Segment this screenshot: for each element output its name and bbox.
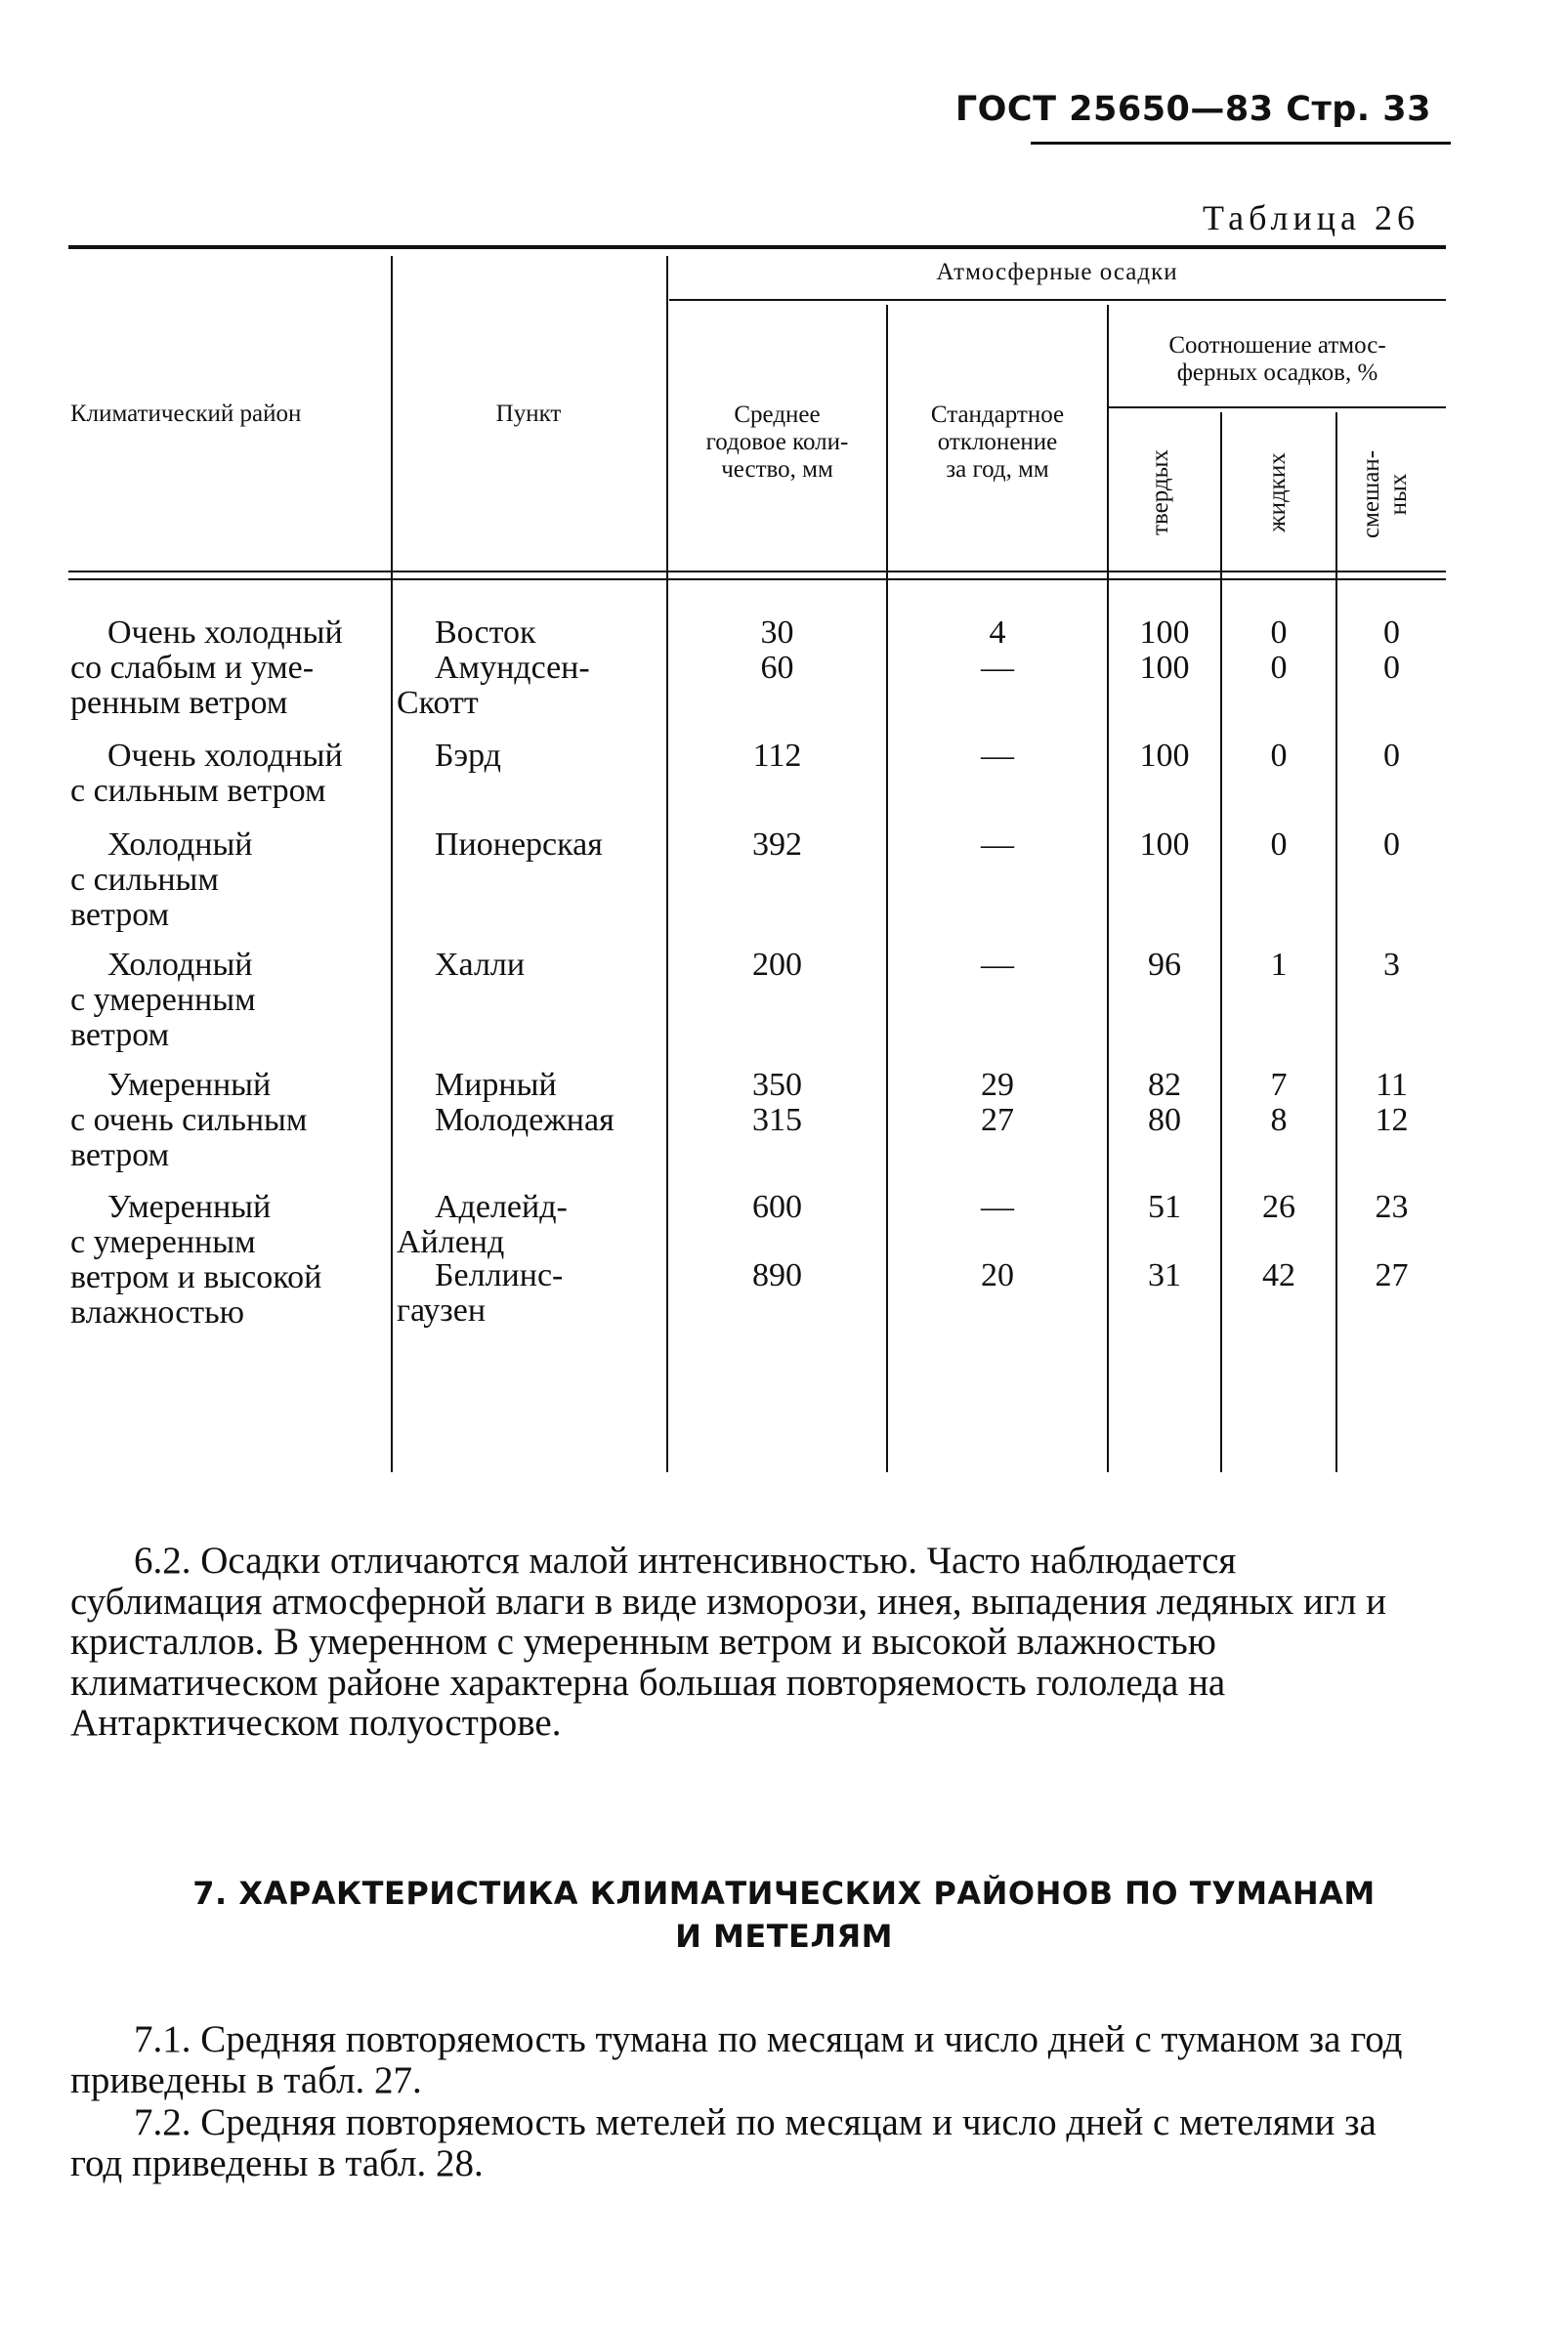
row-solid-value: 100 (1139, 614, 1190, 651)
row-solid-value: 51 (1148, 1189, 1181, 1225)
paragraph-7-1: 7.1. Средняя повторяемость тумана по месяцам и число дней с туманом за год приведены в табл. 27. (70, 2018, 1403, 2101)
row-region-line: Холодный (107, 826, 253, 863)
row-liquid-value: 8 (1270, 1102, 1288, 1138)
row-std-value: — (981, 1189, 1014, 1225)
row-mixed-value: 0 (1383, 738, 1400, 774)
row-region-line: Очень холодный (107, 614, 343, 651)
row-mean-value: 392 (752, 826, 802, 863)
header-liquid: жидких (1264, 452, 1291, 532)
row-region-line: с сильным ветром (70, 773, 326, 809)
row-liquid-value: 0 (1270, 738, 1288, 774)
table-title: Таблица 26 (1203, 198, 1420, 237)
header-ratio-line: ферных осадков, % (1176, 360, 1378, 386)
row-liquid-value: 26 (1262, 1189, 1295, 1225)
row-point-line: Скотт (397, 685, 479, 721)
row-point-line: Мирный (435, 1067, 557, 1103)
row-mixed-value: 0 (1383, 614, 1400, 651)
row-liquid-value: 7 (1270, 1067, 1288, 1103)
row-liquid-value: 0 (1270, 826, 1288, 863)
header-mean-line: Среднее (734, 402, 821, 428)
row-mixed-value: 3 (1383, 947, 1400, 983)
header-mixed-line: смешан- (1358, 449, 1384, 539)
row-solid-value: 100 (1139, 826, 1190, 863)
row-point-line: Восток (435, 614, 536, 651)
row-region-line: ветром (70, 897, 170, 933)
section-7-title-line1: 7. ХАРАКТЕРИСТИКА КЛИМАТИЧЕСКИХ РАЙОНОВ ПО ТУМАНАМ (192, 1875, 1376, 1912)
header-solid: твердых (1147, 449, 1173, 535)
row-mean-value: 350 (752, 1067, 802, 1103)
row-mean-value: 112 (752, 738, 802, 774)
row-region-line: ветром и высокой (70, 1259, 322, 1295)
row-region-line: ренным ветром (70, 685, 288, 721)
row-region-line: ветром (70, 1017, 170, 1053)
header-std-line: Стандартное (930, 402, 1065, 428)
row-solid-value: 100 (1139, 650, 1190, 686)
row-point-line: Халли (435, 947, 526, 983)
section-7-title-line2: И МЕТЕЛЯМ (675, 1918, 893, 1955)
page-header: ГОСТ 25650—83 Стр. 33 (954, 90, 1431, 129)
row-mean-value: 60 (760, 650, 794, 686)
row-solid-value: 31 (1148, 1257, 1181, 1293)
row-point-line: Амундсен- (435, 650, 590, 686)
header-bottom-rule-2 (68, 578, 1446, 580)
row-mean-value: 315 (752, 1102, 802, 1138)
row-std-value: — (981, 826, 1014, 863)
row-std-value: — (981, 650, 1014, 686)
ratio-group-rule (1109, 406, 1446, 408)
row-mean-value: 200 (752, 947, 802, 983)
row-std-value: 27 (981, 1102, 1014, 1138)
row-region-line: Холодный (107, 947, 253, 983)
row-solid-value: 80 (1148, 1102, 1181, 1138)
row-std-value: 20 (981, 1257, 1014, 1293)
row-region-line: Умеренный (107, 1189, 272, 1225)
section-7-title (0, 1872, 1568, 1958)
header-precip-group: Атмосферные осадки (936, 259, 1178, 285)
row-std-value: — (981, 947, 1014, 983)
row-std-value: 4 (989, 614, 1006, 651)
row-point-line: Молодежная (435, 1102, 614, 1138)
row-point-line: Аделейд- (435, 1189, 568, 1225)
row-point-line: гаузен (397, 1292, 487, 1329)
row-point-line: Бэрд (435, 738, 501, 774)
row-std-value: — (981, 738, 1014, 774)
col-rule-liquid (1335, 412, 1337, 1472)
header-std-line: за год, мм (946, 456, 1049, 483)
header-std-line: отклонение (937, 429, 1058, 455)
row-region-line: с сильным (70, 862, 219, 898)
header-mixed-line: ных (1385, 473, 1412, 516)
row-mean-value: 30 (760, 614, 794, 651)
row-liquid-value: 42 (1262, 1257, 1295, 1293)
row-std-value: 29 (981, 1067, 1014, 1103)
row-mixed-value: 27 (1375, 1257, 1409, 1293)
row-mean-value: 600 (752, 1189, 802, 1225)
row-solid-value: 96 (1148, 947, 1181, 983)
header-ratio-line: Соотношение атмос- (1168, 332, 1386, 359)
header-mixed (1358, 436, 1413, 553)
paragraph-6-2: 6.2. Осадки отличаются малой интенсивностью. Часто наблюдается сублимация атмосферной влаги в виде изморози, инея, выпадения ледяных игл и кристаллов. В умеренном с умеренным ветром и высокой влажностью климатическом районе характерна большая повторяемость гололеда на Антарктическом полуострове. (70, 1540, 1387, 1744)
precip-group-rule (669, 299, 1446, 301)
row-mixed-value: 12 (1375, 1102, 1409, 1138)
row-region-line: с умеренным (70, 982, 256, 1018)
row-region-line: с умеренным (70, 1224, 256, 1260)
header-point: Пункт (495, 401, 562, 427)
header-mean-line: годовое коли- (705, 429, 849, 455)
row-mixed-value: 11 (1376, 1067, 1408, 1103)
row-region-line: Очень холодный (107, 738, 343, 774)
row-point-line: Беллинс- (435, 1257, 564, 1293)
row-region-line: влажностью (70, 1294, 245, 1331)
row-region-line: со слабым и уме- (70, 650, 315, 686)
row-point-line: Пионерская (435, 826, 603, 863)
paragraph-7-2: 7.2. Средняя повторяемость метелей по месяцам и число дней с метелями за год приведены в табл. 28. (70, 2101, 1377, 2184)
row-solid-value: 82 (1148, 1067, 1181, 1103)
row-liquid-value: 1 (1270, 947, 1288, 983)
row-mixed-value: 23 (1375, 1189, 1409, 1225)
row-region-line: Умеренный (107, 1067, 272, 1103)
col-rule-std (1107, 305, 1109, 1472)
row-mixed-value: 0 (1383, 826, 1400, 863)
row-region-line: с очень сильным (70, 1102, 308, 1138)
row-mixed-value: 0 (1383, 650, 1400, 686)
col-rule-solid (1220, 412, 1222, 1472)
row-liquid-value: 0 (1270, 650, 1288, 686)
row-point-line: Айленд (397, 1224, 505, 1260)
header-bottom-rule-1 (68, 571, 1446, 572)
header-mean-line: чество, мм (721, 456, 833, 483)
col-rule-region (391, 256, 393, 1472)
row-solid-value: 100 (1139, 738, 1190, 774)
header-region: Климатический район (70, 401, 302, 427)
row-region-line: ветром (70, 1137, 170, 1173)
table-top-rule (68, 245, 1446, 249)
row-mean-value: 890 (752, 1257, 802, 1293)
row-liquid-value: 0 (1270, 614, 1288, 651)
